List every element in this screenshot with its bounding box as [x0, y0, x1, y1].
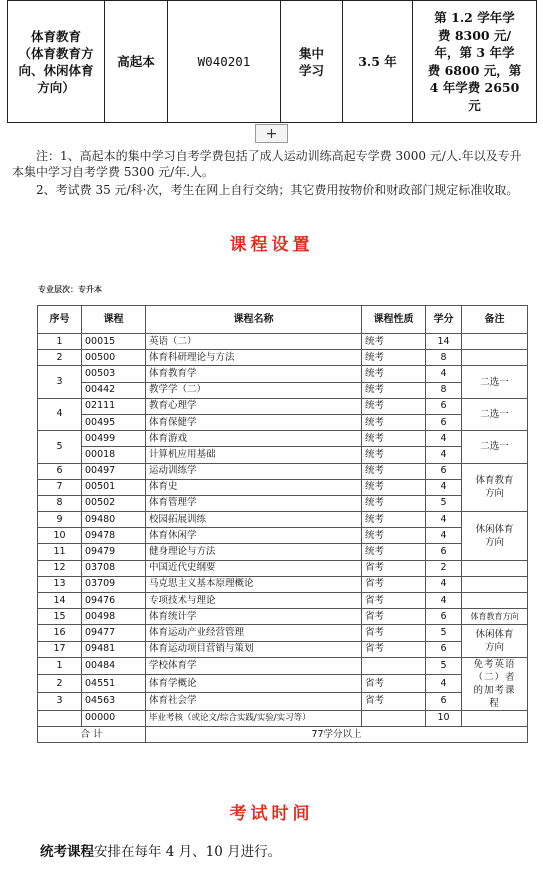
table-row [38, 447, 528, 463]
table-row [38, 675, 528, 693]
type-cell [362, 657, 426, 675]
seq-cell: 17 [38, 641, 82, 657]
remark-cell [462, 593, 528, 609]
name-cell: 体育社会学 [146, 693, 362, 711]
credit-cell: 4 [426, 593, 462, 609]
name-cell: 中国近代史纲要 [146, 560, 362, 576]
major-line: 体育教育 [30, 28, 81, 44]
name-cell: 毕业考核（或论文/综合实践/实验/实习等） [146, 710, 362, 726]
name-cell: 体育科研理论与方法 [146, 350, 362, 366]
table-row [38, 463, 528, 479]
code-cell: 03708 [82, 560, 146, 576]
name-cell: 体育运动产业经营管理 [146, 625, 362, 641]
exam-schedule-text [40, 840, 281, 860]
name-cell: 英语（二） [146, 334, 362, 350]
code-cell: 00500 [82, 350, 146, 366]
fee-line: 费 6800 元，第 [427, 62, 522, 78]
code-cell: 00503 [82, 366, 146, 382]
table-row [38, 366, 528, 382]
major-line: 方向） [37, 79, 75, 95]
credit-cell: 5 [426, 657, 462, 675]
credit-cell: 4 [426, 576, 462, 592]
remark-cell [462, 710, 528, 726]
name-cell: 体育史 [146, 479, 362, 495]
name-cell: 体育保健学 [146, 414, 362, 430]
code-cell: 09481 [82, 641, 146, 657]
name-cell: 体育游戏 [146, 431, 362, 447]
name-cell: 计算机应用基础 [146, 447, 362, 463]
exam-heading: 考试时间 [229, 804, 314, 824]
credit-cell: 4 [426, 479, 462, 495]
type-cell: 统考 [362, 414, 426, 430]
table-row [38, 609, 528, 625]
major-line: 向、休闲体育 [18, 62, 94, 78]
header-seq: 序号 [38, 306, 82, 334]
credit-cell: 8 [426, 382, 462, 398]
credit-cell: 4 [426, 431, 462, 447]
name-cell: 体育管理学 [146, 495, 362, 511]
name-cell: 运动训练学 [146, 463, 362, 479]
code-cell: 09478 [82, 528, 146, 544]
code-cell: 09479 [82, 544, 146, 560]
remark-cell [462, 576, 528, 592]
remark-cell [462, 350, 528, 366]
type-cell [362, 710, 426, 726]
credit-cell: 8 [426, 350, 462, 366]
exam-schedule-bold: 统考课程 [40, 844, 94, 860]
remark-cell [462, 334, 528, 350]
total-row [38, 726, 528, 742]
table-row [38, 593, 528, 609]
name-cell: 学校体育学 [146, 657, 362, 675]
name-cell: 体育学概论 [146, 675, 362, 693]
name-cell: 教育心理学 [146, 398, 362, 414]
seq-cell: 16 [38, 625, 82, 641]
table-row [38, 350, 528, 366]
exam-schedule-rest: 安排在每年 4 月、10 月进行。 [94, 844, 282, 860]
table-row [38, 710, 528, 726]
remark-choose-one: 二选一 [462, 398, 528, 430]
table-row [38, 693, 528, 711]
code-cell: 00501 [82, 479, 146, 495]
code-cell: 00018 [82, 447, 146, 463]
remark-pe-education: 体育教育方向 [462, 463, 528, 512]
name-cell: 马克思主义基本原理概论 [146, 576, 362, 592]
program-info-table [7, 0, 537, 123]
code-cell: 00442 [82, 382, 146, 398]
seq-cell: 2 [38, 675, 82, 693]
remark-extra-course: 免考英语（二）者的加考课程 [462, 657, 528, 710]
table-row [38, 657, 528, 675]
table-row [38, 625, 528, 641]
seq-cell: 3 [38, 693, 82, 711]
table-row [38, 479, 528, 495]
fee-cell [413, 1, 537, 123]
study-mode-cell [281, 1, 343, 123]
seq-cell: 5 [38, 431, 82, 463]
total-label: 合 计 [38, 726, 146, 742]
type-cell: 统考 [362, 382, 426, 398]
credit-cell: 6 [426, 641, 462, 657]
table-row [38, 334, 528, 350]
code-cell: 02111 [82, 398, 146, 414]
code-cell: 04563 [82, 693, 146, 711]
table-row [38, 431, 528, 447]
header-credit: 学分 [426, 306, 462, 334]
credit-cell: 2 [426, 560, 462, 576]
remark-choose-one: 二选一 [462, 431, 528, 463]
level-cell: 高起本 [105, 1, 168, 123]
code-cell: W040201 [168, 1, 281, 123]
credit-cell: 10 [426, 710, 462, 726]
major-cell [8, 1, 105, 123]
fee-line: 费 8300 元/ [437, 27, 512, 43]
remark-choose-one: 二选一 [462, 366, 528, 398]
credit-cell: 6 [426, 693, 462, 711]
seq-cell: 12 [38, 560, 82, 576]
code-cell: 00502 [82, 495, 146, 511]
name-cell: 体育休闲学 [146, 528, 362, 544]
type-cell: 省考 [362, 641, 426, 657]
table-row [38, 398, 528, 414]
code-cell: 03709 [82, 576, 146, 592]
name-cell: 体育运动项目营销与策划 [146, 641, 362, 657]
credit-cell: 6 [426, 398, 462, 414]
program-row [8, 1, 537, 123]
study-mode-line: 学习 [298, 62, 324, 78]
credit-cell: 14 [426, 334, 462, 350]
name-cell: 体育教育学 [146, 366, 362, 382]
seq-cell: 14 [38, 593, 82, 609]
study-mode-line: 集中 [298, 45, 324, 61]
fee-line: 元 [468, 97, 481, 113]
type-cell: 省考 [362, 609, 426, 625]
name-cell: 体育统计学 [146, 609, 362, 625]
credit-cell: 6 [426, 414, 462, 430]
code-cell: 09480 [82, 512, 146, 528]
credit-cell: 4 [426, 528, 462, 544]
name-cell: 校园拓展训练 [146, 512, 362, 528]
type-cell: 统考 [362, 447, 426, 463]
name-cell: 专项技术与理论 [146, 593, 362, 609]
type-cell: 统考 [362, 495, 426, 511]
seq-cell: 3 [38, 366, 82, 398]
credit-cell: 4 [426, 366, 462, 382]
duration-cell: 3.5 年 [343, 1, 413, 123]
seq-cell: 2 [38, 350, 82, 366]
seq-cell: 6 [38, 463, 82, 479]
course-table [37, 305, 528, 743]
name-cell: 健身理论与方法 [146, 544, 362, 560]
table-row [38, 414, 528, 430]
major-line: （体育教育方 [18, 45, 94, 61]
header-code: 课程 [82, 306, 146, 334]
seq-cell: 1 [38, 657, 82, 675]
seq-cell: 7 [38, 479, 82, 495]
seq-cell: 8 [38, 495, 82, 511]
seq-cell [38, 710, 82, 726]
table-row [38, 512, 528, 528]
name-cell: 教学学（二） [146, 382, 362, 398]
header-name: 课程名称 [146, 306, 362, 334]
seq-cell: 11 [38, 544, 82, 560]
type-cell: 统考 [362, 431, 426, 447]
remark-leisure: 休闲体育方向 [462, 512, 528, 561]
type-cell: 省考 [362, 693, 426, 711]
fee-line: 年，第 3 年学 [434, 45, 515, 60]
table-header-row [38, 306, 528, 334]
type-cell: 省考 [362, 675, 426, 693]
level-label: 专业层次：专升本 [38, 285, 102, 294]
type-cell: 省考 [362, 625, 426, 641]
table-row [38, 495, 528, 511]
type-cell: 统考 [362, 528, 426, 544]
type-cell: 省考 [362, 560, 426, 576]
code-cell: 04551 [82, 675, 146, 693]
header-type: 课程性质 [362, 306, 426, 334]
table-row [38, 576, 528, 592]
type-cell: 统考 [362, 463, 426, 479]
type-cell: 省考 [362, 576, 426, 592]
total-value: 77学分以上 [146, 726, 528, 742]
credit-cell: 6 [426, 609, 462, 625]
fee-note-1: 注：1、高起本的集中学习自考学费包括了成人运动训练高起专学费 3000 元/人.年以及专升本集中学习自考学费 5300 元/年.人。 [12, 149, 522, 179]
credit-cell: 6 [426, 544, 462, 560]
code-cell: 09477 [82, 625, 146, 641]
code-cell: 00497 [82, 463, 146, 479]
table-row [38, 641, 528, 657]
type-cell: 统考 [362, 544, 426, 560]
seq-cell: 9 [38, 512, 82, 528]
remark-cell [462, 560, 528, 576]
add-row-button[interactable]: + [255, 124, 288, 143]
type-cell: 统考 [362, 350, 426, 366]
fee-line: 第 1.2 学年学 [434, 10, 515, 25]
credit-cell: 5 [426, 625, 462, 641]
type-cell: 统考 [362, 366, 426, 382]
credit-cell: 4 [426, 447, 462, 463]
remark-pe-education: 体育教育方向 [462, 609, 528, 625]
credit-cell: 4 [426, 675, 462, 693]
table-row [38, 560, 528, 576]
course-heading: 课程设置 [229, 235, 314, 255]
table-row [38, 528, 528, 544]
code-cell: 00499 [82, 431, 146, 447]
code-cell: 00484 [82, 657, 146, 675]
header-remark: 备注 [462, 306, 528, 334]
remark-leisure: 休闲体育方向 [462, 625, 528, 657]
code-cell: 00498 [82, 609, 146, 625]
credit-cell: 6 [426, 463, 462, 479]
seq-cell: 13 [38, 576, 82, 592]
code-cell: 00495 [82, 414, 146, 430]
type-cell: 统考 [362, 512, 426, 528]
type-cell: 统考 [362, 398, 426, 414]
fee-note-2: 2、考试费 35 元/科·次，考生在网上自行交纳；其它费用按物价和财政部门规定标准收取。 [36, 183, 519, 197]
fee-line: 4 年学费 2650 [429, 80, 520, 95]
seq-cell: 15 [38, 609, 82, 625]
seq-cell: 1 [38, 334, 82, 350]
code-cell: 09476 [82, 593, 146, 609]
type-cell: 统考 [362, 334, 426, 350]
table-row [38, 382, 528, 398]
type-cell: 统考 [362, 479, 426, 495]
code-cell: 00000 [82, 710, 146, 726]
type-cell: 省考 [362, 593, 426, 609]
table-row [38, 544, 528, 560]
credit-cell: 5 [426, 495, 462, 511]
code-cell: 00015 [82, 334, 146, 350]
credit-cell: 4 [426, 512, 462, 528]
seq-cell: 10 [38, 528, 82, 544]
seq-cell: 4 [38, 398, 82, 430]
